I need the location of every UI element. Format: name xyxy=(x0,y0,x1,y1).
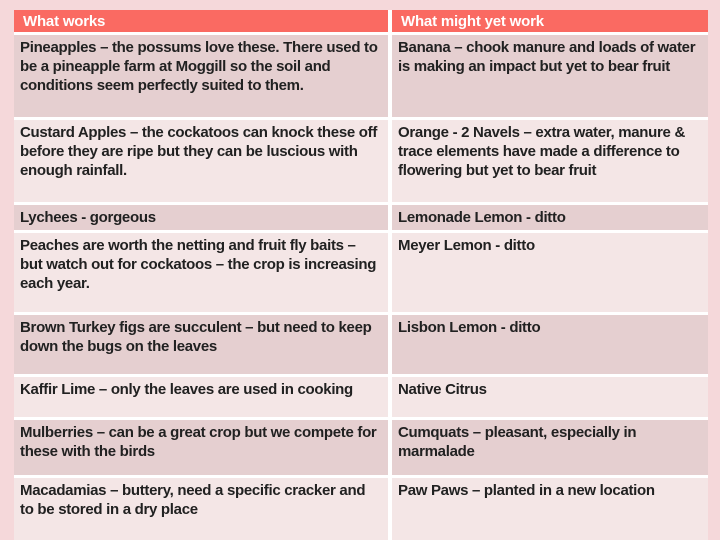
cell-brown-turkey-figs: Brown Turkey figs are succulent – but need to keep down the bugs on the leaves xyxy=(14,315,388,374)
fruit-table xyxy=(14,10,708,540)
cell-pineapples: Pineapples – the possums love these. There used to be a pineapple farm at Moggill so the soil and conditions seem perfectly suited to them. xyxy=(14,35,388,117)
cell-lisbon-lemon: Lisbon Lemon - ditto xyxy=(392,315,708,374)
cell-peaches: Peaches are worth the netting and fruit fly baits – but watch out for cockatoos – the crop is increasing each year. xyxy=(14,233,388,312)
cell-kaffir-lime: Kaffir Lime – only the leaves are used in cooking xyxy=(14,377,388,417)
cell-mulberries: Mulberries – can be a great crop but we compete for these with the birds xyxy=(14,420,388,475)
cell-lemonade-lemon: Lemonade Lemon - ditto xyxy=(392,205,708,230)
cell-macadamias: Macadamias – buttery, need a specific cracker and to be stored in a dry place xyxy=(14,478,388,540)
cell-custard-apples: Custard Apples – the cockatoos can knock these off before they are ripe but they can be luscious with enough rainfall. xyxy=(14,120,388,202)
cell-orange-navels: Orange - 2 Navels – extra water, manure & trace elements have made a difference to flowering but yet to bear fruit xyxy=(392,120,708,202)
cell-banana: Banana – chook manure and loads of water is making an impact but yet to bear fruit xyxy=(392,35,708,117)
cell-meyer-lemon: Meyer Lemon - ditto xyxy=(392,233,708,312)
cell-paw-paws: Paw Paws – planted in a new location xyxy=(392,478,708,540)
cell-cumquats: Cumquats – pleasant, especially in marmalade xyxy=(392,420,708,475)
column-header-what-works: What works xyxy=(14,10,388,32)
cell-native-citrus: Native Citrus xyxy=(392,377,708,417)
cell-lychees: Lychees - gorgeous xyxy=(14,205,388,230)
column-header-what-might-yet-work: What might yet work xyxy=(392,10,708,32)
